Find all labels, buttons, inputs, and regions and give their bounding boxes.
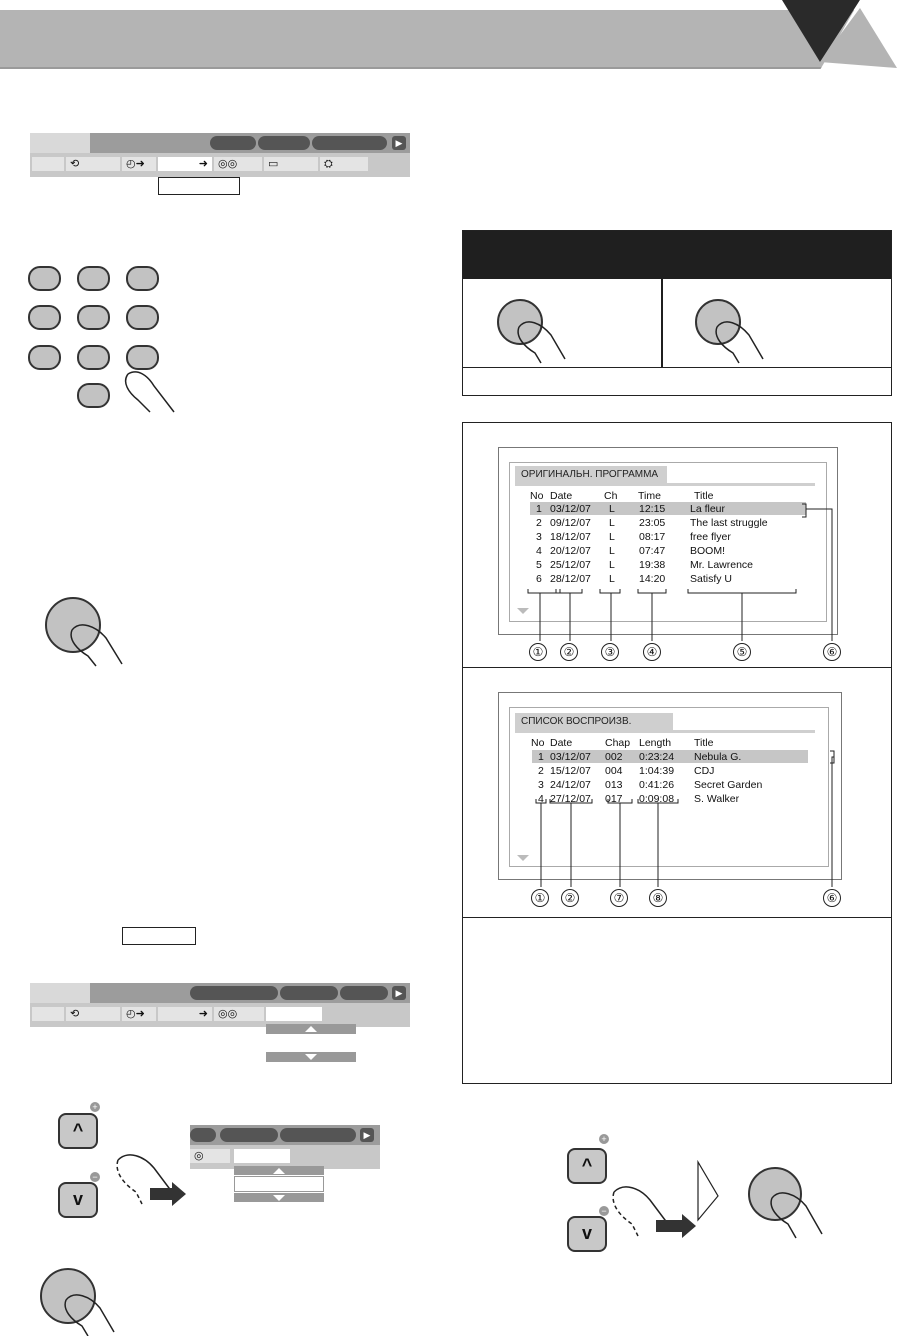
callout-number: ① bbox=[531, 889, 549, 907]
button-table bbox=[462, 230, 892, 396]
column-header: Length bbox=[639, 737, 672, 749]
keypad-button[interactable] bbox=[28, 266, 61, 291]
onscreen-bar-bottom bbox=[30, 983, 410, 1027]
plus-icon: + bbox=[599, 1134, 609, 1144]
finger-icon bbox=[66, 616, 126, 670]
keypad-button[interactable] bbox=[28, 345, 61, 370]
table-cell: Secret Garden bbox=[694, 779, 763, 791]
onscreen-bar-zoom bbox=[190, 1125, 380, 1169]
finger-icon bbox=[766, 1184, 826, 1244]
audio-icon: ◎ bbox=[190, 1149, 230, 1163]
repeat-icon: ⟲ bbox=[66, 1007, 120, 1021]
audio-icon: ◎◎ bbox=[214, 157, 262, 171]
table-cell: 002 bbox=[605, 751, 623, 763]
callout-number: ② bbox=[560, 643, 578, 661]
keypad-button[interactable] bbox=[77, 345, 110, 370]
table-cell: 0:09:08 bbox=[639, 793, 675, 805]
table-cell: 004 bbox=[605, 765, 623, 777]
table-cell: BOOM! bbox=[690, 545, 726, 557]
column-header: Title bbox=[694, 737, 714, 749]
column-header: Time bbox=[638, 490, 661, 502]
table-cell: L bbox=[609, 559, 615, 571]
table-cell: 27/12/07 bbox=[550, 793, 591, 805]
table-cell: Mr. Lawrence bbox=[690, 559, 754, 571]
column-header: Ch bbox=[604, 490, 618, 502]
table-cell: Satisfy U bbox=[690, 573, 733, 585]
audio-icon: ◎◎ bbox=[214, 1007, 264, 1021]
play-icon[interactable]: ▶ bbox=[392, 136, 406, 150]
selector-field[interactable] bbox=[234, 1149, 290, 1163]
chevron-down-icon[interactable] bbox=[305, 1054, 317, 1060]
finger-icon bbox=[513, 315, 573, 365]
table-header bbox=[463, 231, 891, 279]
table-cell: L bbox=[609, 545, 615, 557]
clock-icon: ◴➜ bbox=[122, 157, 156, 171]
table-cell: 1 bbox=[536, 503, 542, 515]
down-button[interactable]: v bbox=[58, 1182, 98, 1218]
callout-number: ⑥ bbox=[823, 889, 841, 907]
callout-number: ⑤ bbox=[733, 643, 751, 661]
keypad-button[interactable] bbox=[28, 305, 61, 330]
table-cell: 5 bbox=[536, 559, 542, 571]
callout-number: ② bbox=[561, 889, 579, 907]
column-header: Date bbox=[550, 737, 573, 749]
table-cell: 24/12/07 bbox=[550, 779, 591, 791]
dropdown-list[interactable] bbox=[266, 1024, 356, 1062]
finger-icon bbox=[110, 1148, 190, 1214]
table-cell: 4 bbox=[536, 545, 542, 557]
keypad-button[interactable] bbox=[126, 345, 159, 370]
plus-icon: + bbox=[90, 1102, 100, 1112]
table-cell: La fleur bbox=[690, 503, 726, 515]
chevron-down-icon[interactable] bbox=[273, 1195, 285, 1201]
subtitle-icon: ▭ bbox=[264, 157, 318, 171]
callout-number: ⑧ bbox=[649, 889, 667, 907]
minus-icon: − bbox=[599, 1206, 609, 1216]
finger-icon bbox=[60, 1286, 120, 1336]
play-icon[interactable]: ▶ bbox=[392, 986, 406, 1000]
callout-number: ③ bbox=[601, 643, 619, 661]
table-cell: 3 bbox=[536, 531, 542, 543]
next-step-arrow-icon bbox=[694, 1160, 724, 1240]
table-cell: 3 bbox=[538, 779, 544, 791]
column-header: No bbox=[531, 737, 545, 749]
table-cell: L bbox=[609, 517, 615, 529]
callout-number: ① bbox=[529, 643, 547, 661]
table-cell: 15/12/07 bbox=[550, 765, 591, 777]
callout-lines-1 bbox=[520, 495, 850, 665]
table-cell: 25/12/07 bbox=[550, 559, 591, 571]
column-header: No bbox=[530, 490, 544, 502]
table-cell: L bbox=[609, 531, 615, 543]
table-cell: 013 bbox=[605, 779, 623, 791]
column-header: Chap bbox=[605, 737, 631, 749]
screen-title: СПИСОК ВОСПРОИЗВ. bbox=[515, 713, 673, 730]
table-cell: Nebula G. bbox=[694, 751, 742, 763]
table-cell: 2 bbox=[538, 765, 544, 777]
table-cell: The last struggle bbox=[690, 517, 768, 529]
table-cell: 2 bbox=[536, 517, 542, 529]
keypad-button[interactable] bbox=[77, 266, 110, 291]
table-cell: 14:20 bbox=[639, 573, 666, 585]
table-cell: 08:17 bbox=[639, 531, 666, 543]
table-cell: 07:47 bbox=[639, 545, 666, 557]
camera-angle-icon: ⛭ bbox=[320, 157, 368, 171]
clock-icon: ◴➜ bbox=[122, 1007, 156, 1021]
arrow-right-icon: ➜ bbox=[158, 1007, 212, 1021]
table-cell: 09/12/07 bbox=[550, 517, 591, 529]
input-box[interactable] bbox=[158, 177, 240, 195]
dropdown-list[interactable] bbox=[234, 1166, 324, 1202]
callout-lines-2 bbox=[520, 745, 850, 905]
callout-number: ④ bbox=[643, 643, 661, 661]
callout-number: ⑥ bbox=[823, 643, 841, 661]
selector-field[interactable] bbox=[266, 1007, 322, 1021]
table-cell: 23:05 bbox=[639, 517, 666, 529]
minus-icon: − bbox=[90, 1172, 100, 1182]
repeat-icon: ⟲ bbox=[66, 157, 120, 171]
column-header: Date bbox=[550, 490, 573, 502]
chevron-up-icon[interactable] bbox=[273, 1168, 285, 1174]
table-cell: 4 bbox=[538, 793, 544, 805]
table-cell: S. Walker bbox=[694, 793, 740, 805]
up-button[interactable]: ^ bbox=[567, 1148, 607, 1184]
finger-icon bbox=[118, 368, 178, 418]
table-cell: 19:38 bbox=[639, 559, 666, 571]
input-box[interactable] bbox=[122, 927, 196, 945]
table-cell: CDJ bbox=[694, 765, 715, 777]
screen-title: ОРИГИНАЛЬН. ПРОГРАММА bbox=[515, 466, 667, 483]
chevron-up-icon[interactable] bbox=[305, 1026, 317, 1032]
onscreen-bar-top bbox=[30, 133, 410, 177]
table-cell: 03/12/07 bbox=[550, 751, 591, 763]
table-cell: 1:04:39 bbox=[639, 765, 675, 777]
table-cell: 03/12/07 bbox=[550, 503, 591, 515]
keypad-button[interactable] bbox=[77, 383, 110, 408]
keypad-button[interactable] bbox=[126, 266, 159, 291]
table-cell: 12:15 bbox=[639, 503, 666, 515]
column-header: Title bbox=[694, 490, 714, 502]
callout-number: ⑦ bbox=[610, 889, 628, 907]
table-cell: L bbox=[609, 503, 615, 515]
table-cell: 0:41:26 bbox=[639, 779, 675, 791]
play-icon[interactable]: ▶ bbox=[360, 1128, 374, 1142]
table-cell: 20/12/07 bbox=[550, 545, 591, 557]
table-cell: 6 bbox=[536, 573, 542, 585]
table-cell: 0:23:24 bbox=[639, 751, 675, 763]
down-button[interactable]: v bbox=[567, 1216, 607, 1252]
table-cell: free flyer bbox=[690, 531, 731, 543]
table-cell: 18/12/07 bbox=[550, 531, 591, 543]
keypad-button[interactable] bbox=[77, 305, 110, 330]
table-cell: 28/12/07 bbox=[550, 573, 591, 585]
table-cell: 1 bbox=[538, 751, 544, 763]
up-button[interactable]: ^ bbox=[58, 1113, 98, 1149]
keypad-button[interactable] bbox=[126, 305, 159, 330]
arrow-right-icon[interactable]: ➜ bbox=[158, 157, 212, 171]
finger-icon bbox=[711, 315, 771, 365]
table-cell: 017 bbox=[605, 793, 623, 805]
table-cell: L bbox=[609, 573, 615, 585]
corner-triangle-icon bbox=[760, 0, 897, 70]
